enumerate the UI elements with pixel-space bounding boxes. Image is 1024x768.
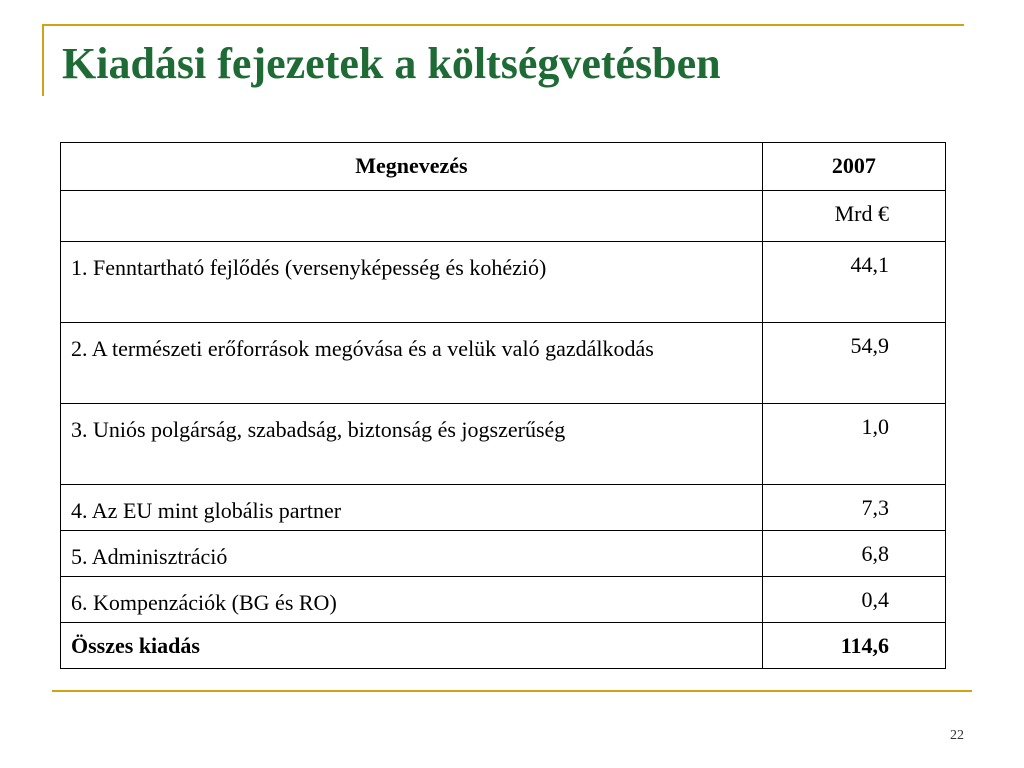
row-name: 3. Uniós polgárság, szabadság, biztonság és jogszerűség bbox=[71, 417, 566, 442]
page-number: 22 bbox=[950, 728, 964, 743]
total-name: Összes kiadás bbox=[71, 633, 200, 658]
row-name: 6. Kompenzációk (BG és RO) bbox=[71, 590, 337, 615]
row-name-cell bbox=[61, 485, 763, 531]
header-year-label: 2007 bbox=[831, 153, 876, 178]
row-name: 5. Adminisztráció bbox=[71, 544, 228, 569]
row-value-cell bbox=[762, 577, 945, 623]
row-name-cell bbox=[61, 242, 763, 323]
unit-empty-cell bbox=[61, 191, 763, 242]
table-header-row bbox=[61, 143, 946, 191]
row-name: 1. Fenntartható fejlődés (versenyképesség és kohézió) bbox=[71, 255, 547, 280]
unit-cell bbox=[762, 191, 945, 242]
total-value: 114,6 bbox=[840, 633, 889, 658]
row-name: 2. A természeti erőforrások megóvása és a velük való gazdálkodás bbox=[71, 336, 654, 361]
row-value: 0,4 bbox=[861, 587, 889, 612]
title-accent-top-line bbox=[42, 24, 964, 26]
table-row bbox=[61, 323, 946, 404]
unit-row bbox=[61, 191, 946, 242]
row-value-cell bbox=[762, 531, 945, 577]
row-value-cell bbox=[762, 404, 945, 485]
row-name-cell bbox=[61, 404, 763, 485]
row-name-cell bbox=[61, 323, 763, 404]
row-name: 4. Az EU mint globális partner bbox=[71, 498, 342, 523]
header-name-label: Megnevezés bbox=[355, 153, 468, 178]
row-value: 6,8 bbox=[861, 541, 889, 566]
table-row bbox=[61, 531, 946, 577]
header-year-cell bbox=[762, 143, 945, 191]
footer-accent-line bbox=[52, 690, 972, 692]
row-value: 54,9 bbox=[850, 333, 889, 358]
unit-label: Mrd € bbox=[834, 201, 889, 226]
header-name-cell bbox=[61, 143, 763, 191]
row-value-cell bbox=[762, 242, 945, 323]
total-value-cell bbox=[762, 623, 945, 669]
table-row bbox=[61, 485, 946, 531]
budget-table bbox=[60, 142, 946, 669]
table-row bbox=[61, 404, 946, 485]
row-name-cell bbox=[61, 577, 763, 623]
total-name-cell bbox=[61, 623, 763, 669]
row-name-cell bbox=[61, 531, 763, 577]
table-row bbox=[61, 242, 946, 323]
slide-title: Kiadási fejezetek a költségvetésben bbox=[62, 39, 721, 88]
total-row bbox=[61, 623, 946, 669]
row-value-cell bbox=[762, 323, 945, 404]
row-value: 1,0 bbox=[861, 414, 889, 439]
table-row bbox=[61, 577, 946, 623]
row-value: 44,1 bbox=[850, 252, 889, 277]
row-value: 7,3 bbox=[861, 495, 889, 520]
row-value-cell bbox=[762, 485, 945, 531]
title-accent-vertical-line bbox=[42, 24, 44, 96]
